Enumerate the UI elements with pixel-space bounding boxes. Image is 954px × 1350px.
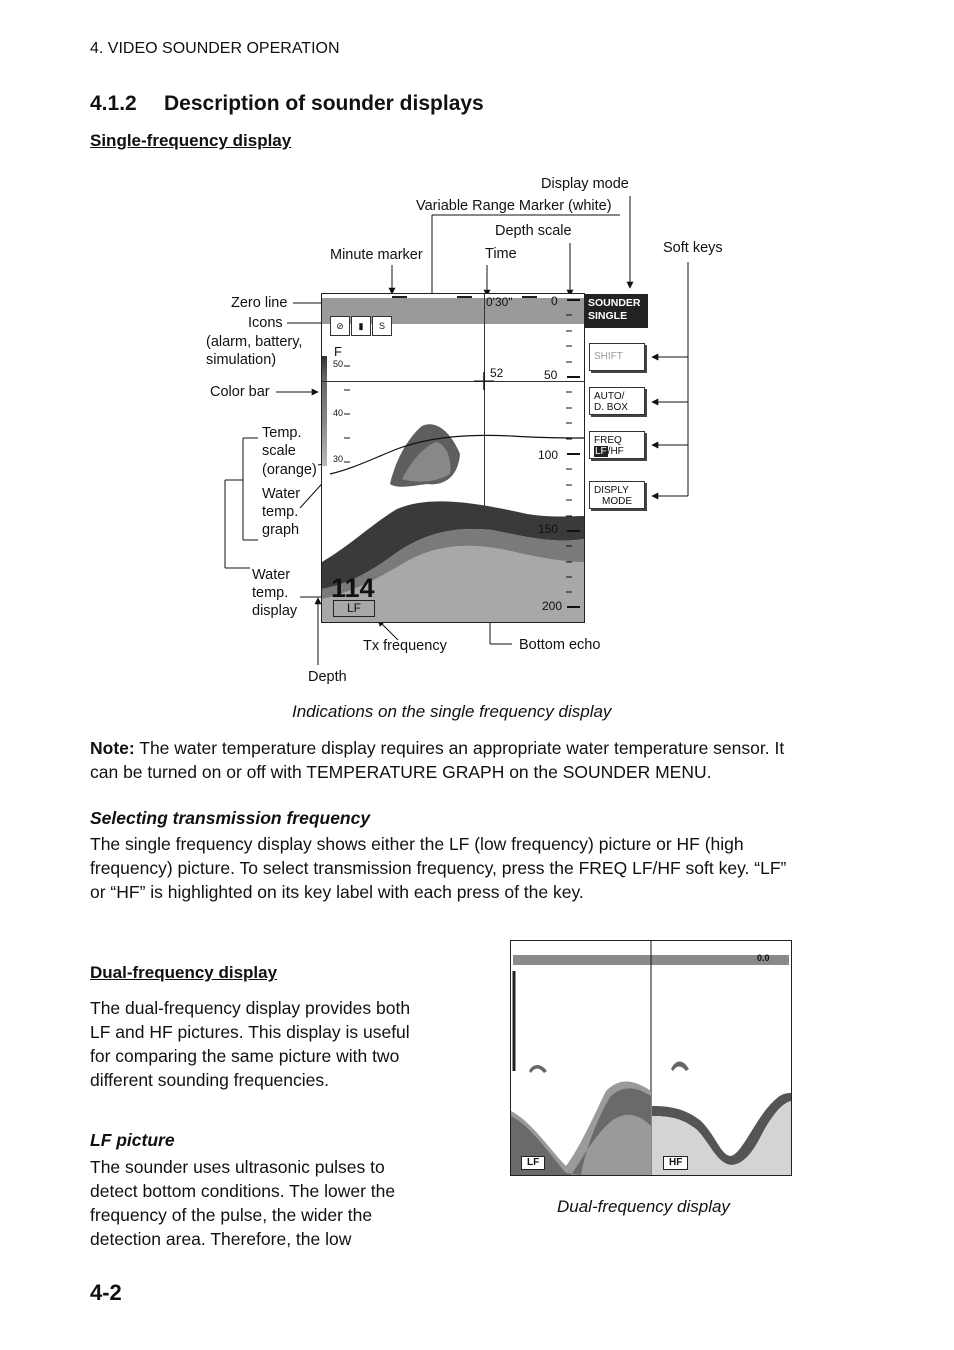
shift-softkey[interactable]: SHIFT: [589, 343, 645, 371]
page-number: 4-2: [90, 1280, 122, 1305]
auto-label: AUTO/: [594, 391, 625, 402]
dual-figure-caption: Dual-frequency display: [557, 1197, 730, 1216]
display-mode-softkey[interactable]: [589, 481, 645, 509]
hf-tag: HF: [663, 1156, 688, 1170]
label-bottom-echo: Bottom echo: [519, 637, 601, 653]
lf-tag: LF: [521, 1156, 545, 1170]
label-soft-keys: Soft keys: [663, 240, 723, 256]
dual-frequency-paragraph: [90, 996, 470, 1092]
label-depth: Depth: [308, 669, 347, 685]
label-time: Time: [485, 246, 517, 262]
label-tx-frequency: Tx frequency: [363, 638, 447, 654]
lf-picture-heading: LF picture: [90, 1130, 175, 1150]
label-color-bar: Color bar: [210, 384, 270, 400]
label-temp-scale-1: Temp.: [262, 425, 302, 441]
single-frequency-heading: Single-frequency display: [90, 131, 292, 150]
running-header: 4. VIDEO SOUNDER OPERATION: [90, 40, 340, 57]
select-line: frequency) picture. To select transmission frequency, press the FREQ LF/HF soft key. “LF”: [90, 858, 787, 878]
depth-tick-200: 200: [542, 599, 563, 613]
dual-frequency-screen: [510, 940, 792, 1176]
note-paragraph: [90, 736, 850, 784]
selecting-frequency-paragraph: [90, 832, 870, 904]
note-label: Note:: [90, 738, 135, 758]
depth-tick-50: 50: [544, 368, 558, 382]
label-icons: Icons: [248, 315, 283, 331]
auto-dbox-softkey[interactable]: [589, 387, 645, 415]
hf-label: /HF: [607, 446, 624, 457]
dual-line: for comparing the same picture with two: [90, 1046, 400, 1066]
battery-icon: ▮: [351, 316, 371, 336]
lf-line: detect bottom conditions. The lower the: [90, 1181, 396, 1201]
disply-label: DISPLY: [594, 485, 629, 496]
lf-line: frequency of the pulse, the wider the: [90, 1205, 373, 1225]
dual-readout: 0.0: [757, 953, 770, 963]
freq-label: FREQ: [594, 435, 622, 446]
depth-tick-150: 150: [538, 522, 559, 536]
tx-frequency-box: LF: [333, 600, 375, 617]
label-wtd-3: display: [252, 603, 298, 619]
select-line: The single frequency display shows either the LF (low frequency) picture or HF (high: [90, 834, 744, 854]
temp-tick-30: 30: [333, 454, 344, 464]
label-minute-marker: Minute marker: [330, 247, 423, 263]
section-title: Description of sounder displays: [164, 92, 484, 115]
label-wtd-2: temp.: [252, 585, 289, 601]
label-wtg-2: temp.: [262, 504, 299, 520]
temp-tick-50: 50: [333, 359, 344, 369]
label-temp-scale-3: (orange): [262, 462, 317, 478]
label-zero-line: Zero line: [231, 295, 288, 311]
selecting-frequency-heading: Selecting transmission frequency: [90, 808, 371, 828]
lf-line: detection area. Therefore, the low: [90, 1229, 352, 1249]
dual-echo-picture: [511, 941, 791, 1175]
mode-label: MODE: [602, 496, 632, 507]
label-icons-detail-2: simulation): [206, 352, 277, 368]
dual-line: LF and HF pictures. This display is useful: [90, 1022, 410, 1042]
section-number: 4.1.2: [90, 92, 137, 115]
dual-line: different sounding frequencies.: [90, 1070, 330, 1090]
depth-tick-100: 100: [538, 448, 559, 462]
label-temp-scale-2: scale: [262, 443, 296, 459]
temp-tick-40: 40: [333, 408, 344, 418]
display-mode-line-2: SINGLE: [588, 310, 628, 322]
alarm-icon: ⊘: [330, 316, 350, 336]
simulation-icon: S: [372, 316, 392, 336]
note-line-1: The water temperature display requires an appropriate water temperature sensor. It: [134, 738, 785, 758]
label-depth-scale: Depth scale: [495, 223, 572, 239]
freq-lf-hf-softkey[interactable]: [589, 431, 645, 459]
display-mode-line-1: SOUNDER: [588, 297, 641, 309]
lf-picture-paragraph: [90, 1155, 470, 1251]
dual-line: The dual-frequency display provides both: [90, 998, 411, 1018]
lf-highlight: LF: [595, 446, 607, 457]
depth-readout: 114: [331, 573, 375, 603]
label-icons-detail-1: (alarm, battery,: [206, 334, 303, 350]
select-line: or “HF” is highlighted on its key label with each press of the key.: [90, 882, 584, 902]
depth-tick-0: 0: [551, 294, 558, 308]
note-line-2: can be turned on or off with TEMPERATURE GRAPH on the SOUNDER MENU.: [90, 762, 712, 782]
label-wtg-3: graph: [262, 522, 300, 538]
temp-scale-unit: F: [334, 344, 342, 359]
lf-line: The sounder uses ultrasonic pulses to: [90, 1157, 385, 1177]
label-wtg-1: Water: [262, 486, 301, 502]
dual-frequency-heading: Dual-frequency display: [90, 963, 278, 982]
display-mode-label: [585, 294, 648, 328]
time-readout: 0'30": [486, 295, 513, 309]
label-vrm: Variable Range Marker (white): [416, 198, 612, 214]
single-figure-caption: Indications on the single frequency display: [292, 702, 612, 721]
label-wtd-1: Water: [252, 567, 291, 583]
cursor-depth-readout: 52: [490, 366, 504, 380]
dbox-label: D. BOX: [594, 402, 628, 413]
label-display-mode: Display mode: [541, 176, 629, 192]
